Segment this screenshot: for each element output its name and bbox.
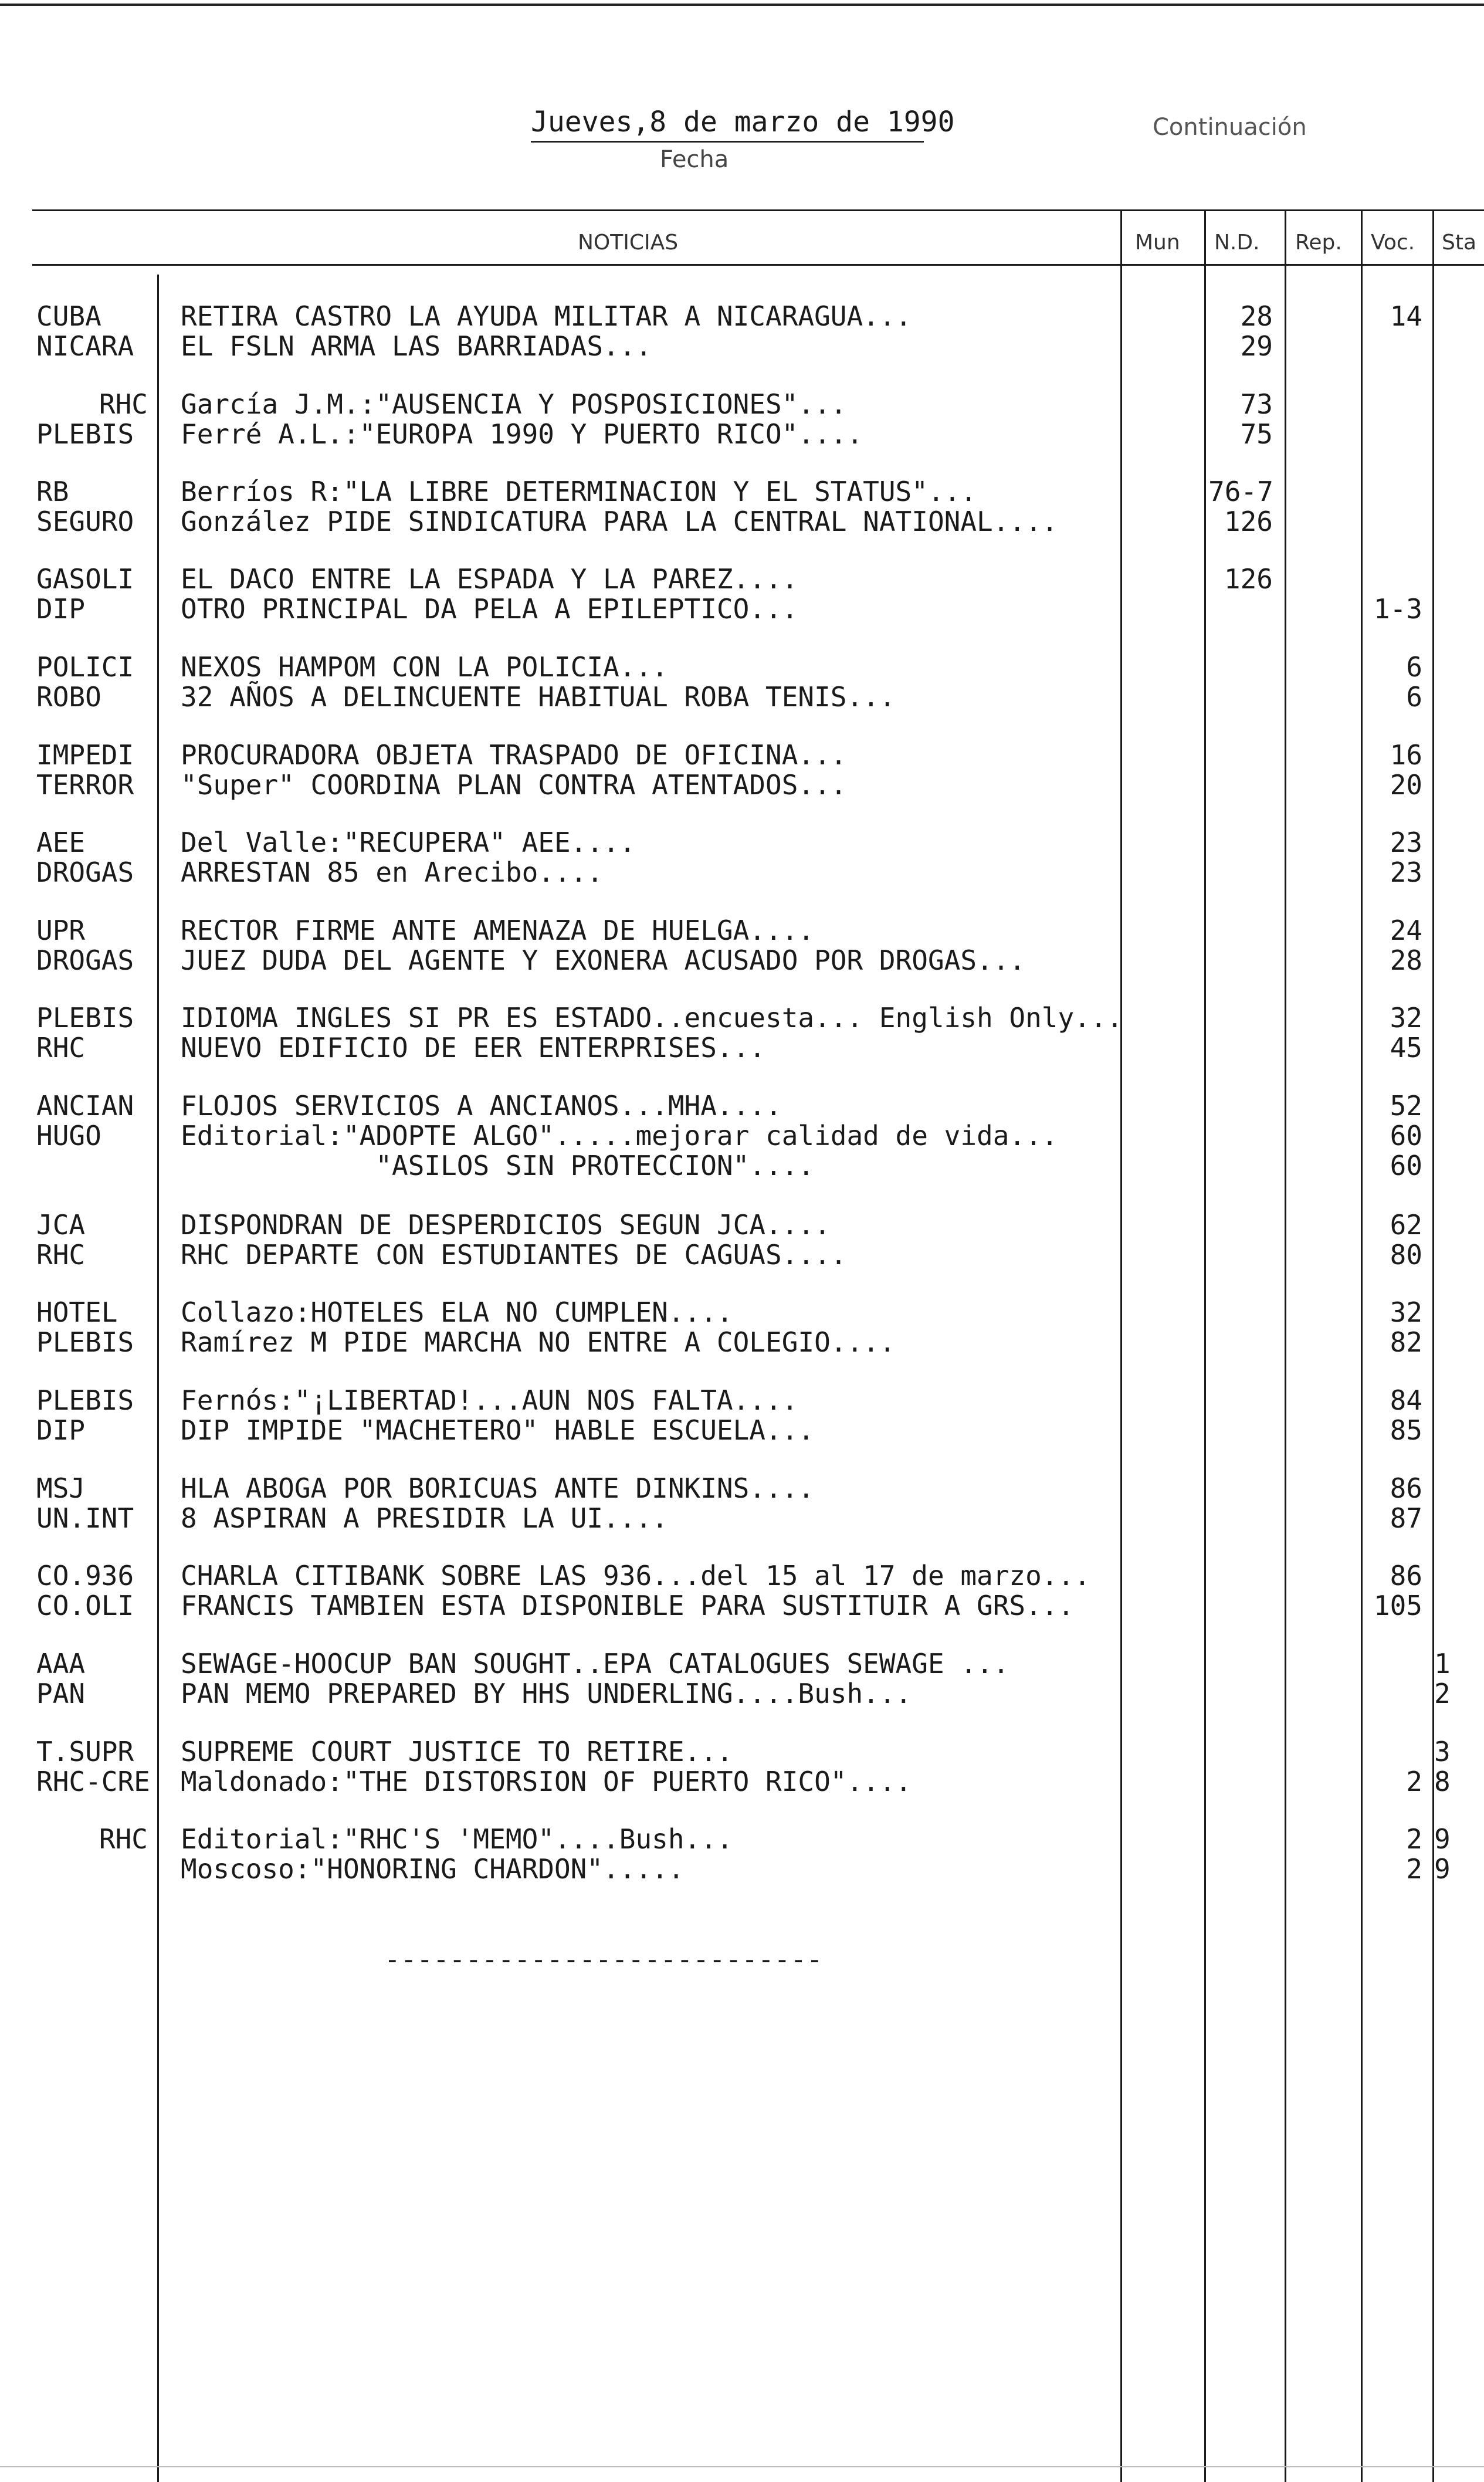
category-code: RHC	[36, 1239, 86, 1271]
voc-page: 86	[1390, 1560, 1422, 1592]
list-item	[0, 1151, 1484, 1180]
list-item	[0, 1504, 1484, 1533]
category-code: TERROR	[36, 769, 134, 801]
category-code: CO.936	[36, 1560, 134, 1592]
col-head-nd: N.D.	[1214, 231, 1260, 255]
voc-page: 6	[1406, 681, 1422, 713]
headline: OTRO PRINCIPAL DA PELA A EPILEPTICO...	[181, 593, 798, 625]
headline: Maldonado:"THE DISTORSION OF PUERTO RICO"....	[181, 1766, 912, 1797]
category-code: PLEBIS	[36, 1002, 134, 1034]
list-item	[0, 1854, 1484, 1884]
sta-page: 2	[1434, 1678, 1451, 1709]
list-item	[0, 507, 1484, 536]
category-code: DIP	[36, 1414, 86, 1446]
headline: Editorial:"RHC'S 'MEMO"....Bush...	[181, 1823, 733, 1855]
voc-page: 60	[1390, 1120, 1422, 1152]
list-item	[0, 1767, 1484, 1796]
headline: NUEVO EDIFICIO DE EER ENTERPRISES...	[181, 1032, 765, 1064]
category-code: ANCIAN	[36, 1090, 134, 1122]
list-item	[0, 1824, 1484, 1854]
list-item	[0, 1737, 1484, 1766]
headline: García J.M.:"AUSENCIA Y POSPOSICIONES"...	[181, 388, 847, 420]
headline: Ramírez M PIDE MARCHA NO ENTRE A COLEGIO....	[181, 1326, 896, 1358]
top-rule	[0, 4, 1484, 6]
voc-page: 28	[1390, 944, 1422, 976]
voc-page: 2	[1406, 1853, 1422, 1885]
list-item	[0, 1121, 1484, 1150]
bottom-rule	[0, 2466, 1484, 2467]
list-item	[0, 564, 1484, 594]
voc-page: 32	[1390, 1002, 1422, 1034]
voc-page: 23	[1390, 827, 1422, 858]
list-item	[0, 1091, 1484, 1120]
date-label: Fecha	[660, 146, 729, 173]
category-code: HOTEL	[36, 1296, 118, 1328]
voc-page: 82	[1390, 1326, 1422, 1358]
category-code: DIP	[36, 593, 86, 625]
category-code: NICARA	[36, 330, 134, 362]
category-code: T.SUPR	[36, 1736, 134, 1767]
category-code: CO.OLI	[36, 1590, 134, 1621]
category-code: POLICI	[36, 651, 134, 683]
col-head-mun: Mun	[1135, 231, 1180, 255]
list-item	[0, 682, 1484, 712]
list-item	[0, 770, 1484, 800]
voc-page: 80	[1390, 1239, 1422, 1271]
voc-page: 84	[1390, 1384, 1422, 1416]
category-code: PLEBIS	[36, 1326, 134, 1358]
headline: EL DACO ENTRE LA ESPADA Y LA PAREZ....	[181, 563, 798, 595]
voc-page: 85	[1390, 1414, 1422, 1446]
headline: EL FSLN ARMA LAS BARRIADAS...	[181, 330, 652, 362]
headline: RECTOR FIRME ANTE AMENAZA DE HUELGA....	[181, 915, 815, 946]
voc-page: 20	[1390, 769, 1422, 801]
voc-page: 2	[1406, 1823, 1422, 1855]
nd-page: 126	[1224, 506, 1273, 537]
list-item	[0, 1474, 1484, 1503]
category-code: RHC	[99, 388, 148, 420]
voc-page: 16	[1390, 739, 1422, 771]
end-separator: ---------------------------	[384, 1943, 823, 1975]
category-code: PLEBIS	[36, 418, 134, 450]
voc-page: 62	[1390, 1209, 1422, 1241]
sta-page: 3	[1434, 1736, 1451, 1767]
voc-page: 2	[1406, 1766, 1422, 1797]
headline: González PIDE SINDICATURA PARA LA CENTRAL NATIONAL....	[181, 506, 1058, 537]
voc-page: 52	[1390, 1090, 1422, 1122]
headline: HLA ABOGA POR BORICUAS ANTE DINKINS....	[181, 1472, 815, 1504]
sta-page: 1	[1434, 1648, 1451, 1680]
headline: DISPONDRAN DE DESPERDICIOS SEGUN JCA....	[181, 1209, 831, 1241]
col-head-rep: Rep.	[1295, 231, 1342, 255]
list-item	[0, 331, 1484, 361]
list-item	[0, 477, 1484, 506]
category-code: PAN	[36, 1678, 86, 1709]
category-code: GASOLI	[36, 563, 134, 595]
headline: DIP IMPIDE "MACHETERO" HABLE ESCUELA...	[181, 1414, 815, 1446]
sta-page: 9	[1434, 1853, 1451, 1885]
table-top-rule	[32, 209, 1484, 211]
headline: NEXOS HAMPOM CON LA POLICIA...	[181, 651, 668, 683]
voc-page: 1-3	[1373, 593, 1422, 625]
sta-page: 9	[1434, 1823, 1451, 1855]
list-item	[0, 419, 1484, 449]
list-item	[0, 946, 1484, 975]
nd-page: 75	[1240, 418, 1273, 450]
col-head-voc: Voc.	[1371, 231, 1415, 255]
category-code: UPR	[36, 915, 86, 946]
voc-page: 32	[1390, 1296, 1422, 1328]
voc-page: 23	[1390, 856, 1422, 888]
category-code: HUGO	[36, 1120, 101, 1152]
category-code: MSJ	[36, 1472, 86, 1504]
headline: JUEZ DUDA DEL AGENTE Y EXONERA ACUSADO POR DROGAS...	[181, 944, 1026, 976]
list-item	[0, 594, 1484, 624]
voc-page: 60	[1390, 1150, 1422, 1181]
list-item	[0, 1416, 1484, 1445]
headline: IDIOMA INGLES SI PR ES ESTADO..encuesta... English Only...	[181, 1002, 1123, 1034]
headline: Moscoso:"HONORING CHARDON".....	[181, 1853, 685, 1885]
headline: SEWAGE-HOOCUP BAN SOUGHT..EPA CATALOGUES SEWAGE ...	[181, 1648, 1009, 1680]
headline: Del Valle:"RECUPERA" AEE....	[181, 827, 636, 858]
list-item	[0, 1591, 1484, 1620]
nd-page: 126	[1224, 563, 1273, 595]
headline: Berríos R:"LA LIBRE DETERMINACION Y EL STATUS"...	[181, 476, 977, 507]
list-item	[0, 1210, 1484, 1240]
list-item	[0, 1033, 1484, 1062]
category-code: JCA	[36, 1209, 86, 1241]
headline: Collazo:HOTELES ELA NO CUMPLEN....	[181, 1296, 733, 1328]
voc-page: 6	[1406, 651, 1422, 683]
list-item	[0, 1328, 1484, 1357]
voc-page: 14	[1390, 300, 1422, 332]
headline: RETIRA CASTRO LA AYUDA MILITAR A NICARAGUA...	[181, 300, 912, 332]
category-code: RHC-CRE	[36, 1766, 150, 1797]
voc-page: 86	[1390, 1472, 1422, 1504]
headline: 32 AÑOS A DELINCUENTE HABITUAL ROBA TENIS...	[181, 681, 896, 713]
headline: FLOJOS SERVICIOS A ANCIANOS...MHA....	[181, 1090, 782, 1122]
category-code: RB	[36, 476, 69, 507]
headline: 8 ASPIRAN A PRESIDIR LA UI....	[181, 1502, 668, 1534]
headline: RHC DEPARTE CON ESTUDIANTES DE CAGUAS....	[181, 1239, 847, 1271]
col-head-sta: Sta	[1442, 231, 1477, 255]
list-item	[0, 1386, 1484, 1415]
headline: ARRESTAN 85 en Arecibo....	[181, 856, 604, 888]
headline: Editorial:"ADOPTE ALGO".....mejorar calidad de vida...	[181, 1120, 1058, 1152]
list-item	[0, 1240, 1484, 1269]
list-item	[0, 740, 1484, 770]
headline: Fernós:"¡LIBERTAD!...AUN NOS FALTA....	[181, 1384, 798, 1416]
report-date: Jueves,8 de marzo de 1990	[531, 106, 955, 138]
table-head-rule	[32, 264, 1484, 266]
voc-page: 87	[1390, 1502, 1422, 1534]
voc-page: 24	[1390, 915, 1422, 946]
nd-page: 76-7	[1208, 476, 1273, 507]
list-item	[0, 1298, 1484, 1327]
category-code: DROGAS	[36, 944, 134, 976]
list-item	[0, 916, 1484, 945]
list-item	[0, 858, 1484, 887]
headline: "ASILOS SIN PROTECCION"....	[181, 1150, 815, 1181]
list-item	[0, 652, 1484, 682]
headline: PROCURADORA OBJETA TRASPADO DE OFICINA...	[181, 739, 847, 771]
headline: SUPREME COURT JUSTICE TO RETIRE...	[181, 1736, 733, 1767]
category-code: ROBO	[36, 681, 101, 713]
headline: FRANCIS TAMBIEN ESTA DISPONIBLE PARA SUSTITUIR A GRS...	[181, 1590, 1075, 1621]
list-item	[0, 1003, 1484, 1032]
headline: PAN MEMO PREPARED BY HHS UNDERLING....Bush...	[181, 1678, 912, 1709]
voc-page: 45	[1390, 1032, 1422, 1064]
nd-page: 28	[1240, 300, 1273, 332]
category-code: UN.INT	[36, 1502, 134, 1534]
date-underline	[531, 141, 924, 143]
category-code: RHC	[99, 1823, 148, 1855]
category-code: IMPEDI	[36, 739, 134, 771]
list-item	[0, 1561, 1484, 1590]
category-code: AAA	[36, 1648, 86, 1680]
voc-page: 105	[1373, 1590, 1422, 1621]
category-code: PLEBIS	[36, 1384, 134, 1416]
nd-page: 29	[1240, 330, 1273, 362]
list-item	[0, 828, 1484, 857]
category-code: RHC	[36, 1032, 86, 1064]
nd-page: 73	[1240, 388, 1273, 420]
category-code: CUBA	[36, 300, 101, 332]
col-head-noticias: NOTICIAS	[578, 231, 679, 255]
headline: "Super" COORDINA PLAN CONTRA ATENTADOS...	[181, 769, 847, 801]
category-code: SEGURO	[36, 506, 134, 537]
headline: CHARLA CITIBANK SOBRE LAS 936...del 15 al 17 de marzo...	[181, 1560, 1090, 1592]
list-item	[0, 390, 1484, 419]
sta-page: 8	[1434, 1766, 1451, 1797]
list-item	[0, 302, 1484, 331]
category-code: AEE	[36, 827, 86, 858]
continuation-label: Continuación	[1153, 114, 1307, 141]
headline: Ferré A.L.:"EUROPA 1990 Y PUERTO RICO"....	[181, 418, 863, 450]
list-item	[0, 1649, 1484, 1678]
list-item	[0, 1679, 1484, 1708]
category-code: DROGAS	[36, 856, 134, 888]
